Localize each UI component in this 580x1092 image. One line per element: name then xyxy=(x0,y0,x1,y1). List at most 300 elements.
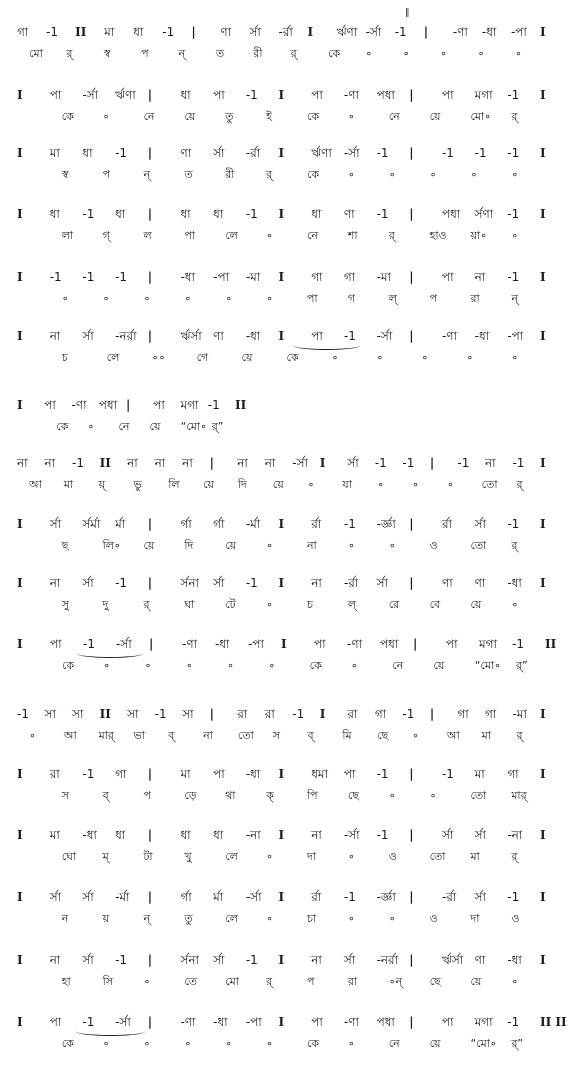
bar-line: I xyxy=(319,456,326,470)
swara-note: না xyxy=(311,953,322,967)
swara-note: -ধা xyxy=(82,828,97,842)
lyric-syllable: প xyxy=(143,789,151,802)
bar-line: | xyxy=(409,517,414,531)
lyric-syllable: ন্ xyxy=(178,47,186,60)
lyric-syllable: ∘ xyxy=(143,1037,151,1050)
lyric-syllable: ∘ xyxy=(266,912,273,925)
bar-line: I xyxy=(540,767,546,781)
swara-note: -1 xyxy=(512,637,524,651)
notation-system xyxy=(0,453,580,499)
swara-note: র্রা xyxy=(311,517,322,531)
swara-note: ধা xyxy=(49,207,60,221)
swara-note: র্সা xyxy=(343,953,356,967)
swara-note: -ধা xyxy=(507,953,522,967)
lyric-line xyxy=(0,1034,580,1056)
swara-note: -1 xyxy=(507,1015,520,1029)
lyric-syllable: ত xyxy=(184,168,193,181)
notation-system xyxy=(0,704,580,750)
lyric-syllable: চ xyxy=(306,598,313,611)
lyric-syllable: “মো∘ xyxy=(180,420,207,433)
lyric-syllable: ∘ xyxy=(477,47,485,60)
lyric-syllable: গ্ xyxy=(102,229,110,242)
lyric-syllable: ছে xyxy=(377,729,389,742)
lyric-syllable: ∘ xyxy=(347,168,355,181)
swara-note: ণা xyxy=(441,576,453,590)
swara-note: -ধা xyxy=(215,637,230,651)
lyric-syllable: হাও xyxy=(429,229,447,242)
swara-note: সা xyxy=(182,707,194,721)
swara-note: ধা xyxy=(180,828,191,842)
lyric-line xyxy=(0,165,580,187)
lyric-syllable: চ xyxy=(61,351,68,364)
bar-line: | xyxy=(147,207,153,221)
lyric-syllable: তু xyxy=(184,912,193,925)
bar-line: | xyxy=(409,1015,414,1029)
swara-note: -1 xyxy=(49,270,62,284)
lyric-syllable: ∘ xyxy=(266,539,273,552)
sargam-line xyxy=(0,704,580,726)
notation-system xyxy=(0,143,580,189)
lyric-syllable: কে xyxy=(286,351,299,364)
swara-note: র্গা xyxy=(213,517,225,531)
swara-note: -1 xyxy=(115,576,128,590)
notation-system xyxy=(0,950,580,996)
lyric-syllable: ঘা xyxy=(184,598,195,611)
swara-note: -র্মা xyxy=(115,890,130,904)
swara-note: পা xyxy=(441,1015,454,1029)
bar-line: | xyxy=(191,25,196,39)
lyric-syllable: ∘ xyxy=(466,351,474,364)
lyric-syllable: ন্ xyxy=(143,912,151,925)
lyric-line xyxy=(0,656,580,678)
lyric-syllable: ∘ xyxy=(184,292,192,305)
lyric-syllable: ∘ xyxy=(144,659,152,672)
lyric-syllable: লি∘ xyxy=(102,539,121,552)
bar-line: II xyxy=(99,707,111,721)
swara-note: মা xyxy=(474,767,485,781)
lyric-syllable: টে xyxy=(225,598,236,611)
swara-note: র্সা xyxy=(474,517,487,531)
lyric-syllable: প xyxy=(141,47,149,60)
swara-note: -1 xyxy=(207,398,220,412)
lyric-syllable: কে xyxy=(61,110,74,123)
lyric-syllable: ∘ xyxy=(227,659,234,672)
swara-note: -ধা xyxy=(481,25,497,39)
swara-note: মা xyxy=(104,25,115,39)
swara-note: না xyxy=(311,576,322,590)
swara-note: -ধা xyxy=(180,270,195,284)
lyric-syllable: তো xyxy=(237,729,254,742)
swara-note: পা xyxy=(446,637,458,651)
swara-note: -1 xyxy=(507,88,520,102)
sargam-line xyxy=(0,764,580,786)
lyric-syllable: ∘ xyxy=(266,850,273,863)
swara-note: পধা xyxy=(376,88,395,102)
bar-line: I xyxy=(540,25,546,39)
bar-line: I xyxy=(278,828,285,842)
lyric-syllable: ছ xyxy=(61,539,69,552)
bar-line: | xyxy=(409,576,414,590)
lyric-syllable: মা xyxy=(63,478,74,491)
swara-note: -1 xyxy=(245,88,258,102)
swara-note: -না xyxy=(245,828,261,842)
bar-line: | xyxy=(409,88,414,102)
lyric-syllable: মা xyxy=(470,850,480,863)
lyric-syllable: কে xyxy=(309,659,322,672)
swara-note: -1 xyxy=(402,707,415,721)
swara-note: র্সা xyxy=(474,828,487,842)
swara-note: ধা xyxy=(180,88,191,102)
sargam-line xyxy=(0,887,580,909)
lyric-syllable: “মো∘ xyxy=(470,1037,497,1050)
swara-note: -1 xyxy=(402,456,415,470)
notation-system xyxy=(0,1012,580,1058)
lyric-syllable: য়ে xyxy=(429,110,441,123)
bar-line: | xyxy=(409,953,414,967)
bar-line: | xyxy=(413,637,418,651)
lyric-syllable: ক্ xyxy=(266,789,274,802)
bar-line: | xyxy=(147,146,153,160)
lyric-syllable: ∘ xyxy=(143,975,151,988)
bar-line: I xyxy=(17,517,23,531)
swara-note: র্সা xyxy=(82,953,94,967)
bar-line: I xyxy=(17,890,23,904)
bar-line: | xyxy=(429,707,435,721)
swara-note: পা xyxy=(44,398,56,412)
lyric-syllable: কে xyxy=(328,47,341,60)
lyric-syllable: ∘ xyxy=(429,168,437,181)
swara-note: র্সা xyxy=(441,828,454,842)
swara-note: -ণা xyxy=(347,637,363,651)
lyric-syllable: র্ xyxy=(143,598,150,611)
swara-note: -1 xyxy=(343,890,356,904)
lyric-syllable: ∘ xyxy=(421,351,429,364)
bar-line: | xyxy=(409,270,414,284)
lyric-syllable: ন xyxy=(61,912,69,925)
swara-note: পধা xyxy=(376,1015,395,1029)
swara-note: ধা xyxy=(115,207,126,221)
slur-mark xyxy=(76,1027,145,1036)
swara-note: র্সা xyxy=(82,890,94,904)
swara-note: -1 xyxy=(82,1015,95,1029)
swara-note: -ধা xyxy=(213,1015,228,1029)
lyric-syllable: স্ব xyxy=(103,47,111,60)
notation-system xyxy=(0,573,580,619)
lyric-syllable: কে xyxy=(56,420,69,433)
swara-note: র্গা xyxy=(180,890,192,904)
tick-mark: ‖ xyxy=(405,8,410,18)
lyric-syllable: ∘ xyxy=(347,912,355,925)
lyric-syllable: ভা xyxy=(133,729,145,742)
swara-note: রা xyxy=(264,707,275,721)
lyric-syllable: লে xyxy=(225,850,238,863)
bar-line: I xyxy=(540,576,546,590)
lyric-syllable: স xyxy=(272,729,281,742)
swara-note: -র্সা xyxy=(245,890,262,904)
lyric-syllable: বে xyxy=(429,598,441,611)
swara-note: পা xyxy=(314,637,326,651)
swara-note: মা xyxy=(180,767,191,781)
swara-note: সা xyxy=(44,707,56,721)
swara-note: রা xyxy=(49,767,60,781)
lyric-syllable: নে xyxy=(306,229,318,242)
notation-system xyxy=(0,825,580,871)
lyric-syllable: ∘ xyxy=(103,659,111,672)
swara-note: পা xyxy=(213,88,225,102)
bar-line: | xyxy=(409,828,414,842)
lyric-line xyxy=(0,475,580,497)
lyric-syllable: মার্ xyxy=(98,729,114,742)
notation-system xyxy=(0,514,580,560)
lyric-syllable: তে xyxy=(184,975,198,988)
swara-note: -র্রা xyxy=(441,890,457,904)
lyric-syllable: মা xyxy=(481,729,491,742)
bar-line: I xyxy=(17,576,23,590)
bar-line: I xyxy=(307,25,314,39)
lyric-syllable: ন্ xyxy=(511,292,518,305)
sargam-line xyxy=(0,22,580,44)
swara-note: র্ঋর্সা xyxy=(441,953,464,967)
bar-line: I xyxy=(319,707,326,721)
bar-line: | xyxy=(149,637,154,651)
lyric-syllable: তো xyxy=(481,478,498,491)
lyric-syllable: স্ব xyxy=(61,168,69,181)
lyric-syllable: ও xyxy=(511,912,520,925)
lyric-syllable: লে xyxy=(225,912,238,925)
lyric-syllable: ∘ xyxy=(307,478,315,491)
swara-note: -1 xyxy=(72,456,85,470)
lyric-syllable: রা xyxy=(470,292,480,305)
sargam-line xyxy=(0,825,580,847)
lyric-syllable: ∘ xyxy=(347,1037,355,1050)
swara-note: -1 xyxy=(115,953,128,967)
notation-system xyxy=(0,887,580,933)
lyric-syllable: ∘ xyxy=(29,729,36,742)
swara-note: -র্সা xyxy=(82,88,99,102)
bar-line: I xyxy=(17,398,23,412)
lyric-syllable: ব্ xyxy=(102,789,109,802)
lyric-syllable: ∘ xyxy=(388,168,396,181)
swara-note: র্সর্মা xyxy=(82,517,101,531)
bar-line: II xyxy=(545,637,557,651)
notation-system xyxy=(0,395,580,441)
swara-note: -1 xyxy=(162,25,175,39)
swara-note: -মা xyxy=(245,270,261,284)
swara-note: -1 xyxy=(82,207,95,221)
bar-line: I xyxy=(540,207,546,221)
swara-note: র্সা xyxy=(82,576,94,590)
lyric-syllable: খু xyxy=(184,850,192,863)
swara-note: ণা xyxy=(474,576,486,590)
bar-line: I xyxy=(278,953,285,967)
bar-line: | xyxy=(147,1015,153,1029)
swara-note: পা xyxy=(311,329,323,343)
swara-note: মা xyxy=(49,146,60,160)
bar-line: I xyxy=(17,767,23,781)
swara-note: মগা xyxy=(180,398,199,412)
swara-note: -মা xyxy=(376,270,392,284)
lyric-syllable: ভু xyxy=(133,478,142,491)
swara-note: না xyxy=(49,576,61,590)
bar-line: I xyxy=(540,953,546,967)
notation-system xyxy=(0,204,580,250)
swara-note: ধা xyxy=(213,207,224,221)
swara-note: -1 xyxy=(376,146,389,160)
swara-note: র্সা xyxy=(249,25,261,39)
bar-line: I xyxy=(540,329,546,343)
swara-note: সা xyxy=(72,707,84,721)
lyric-syllable: মার্ xyxy=(511,789,527,802)
swara-note: ধা xyxy=(115,828,126,842)
lyric-syllable: ∘∘ xyxy=(151,351,166,364)
swara-note: -র্সা xyxy=(292,456,308,470)
swara-note: ধা xyxy=(311,207,322,221)
swara-note: গা xyxy=(457,707,469,721)
lyric-syllable: য়ে xyxy=(225,539,237,552)
lyric-syllable: শা xyxy=(347,229,358,242)
lyric-syllable: ∘ xyxy=(266,292,273,305)
bar-line: I xyxy=(278,1015,285,1029)
bar-line: I xyxy=(278,207,285,221)
swara-note: -র্সা xyxy=(376,329,393,343)
swara-note: গা xyxy=(484,707,497,721)
swara-note: -1 xyxy=(292,707,305,721)
bar-line: | xyxy=(147,576,153,590)
lyric-syllable: ∘ xyxy=(446,478,454,491)
swara-note: -র্সা xyxy=(343,146,360,160)
bar-line: I xyxy=(540,146,546,160)
swara-note: র্সা xyxy=(213,953,225,967)
lyric-syllable: ∘ xyxy=(266,1037,273,1050)
lyric-line xyxy=(0,595,580,617)
lyric-syllable: য়ে xyxy=(470,598,482,611)
lyric-syllable: ∘ xyxy=(412,729,419,742)
swara-note: না xyxy=(311,828,322,842)
lyric-syllable: ∘ন্ xyxy=(388,975,403,988)
swara-note: ণা xyxy=(474,953,486,967)
bar-line: | xyxy=(147,828,153,842)
sargam-line xyxy=(0,85,580,107)
swara-note: -1 xyxy=(115,270,128,284)
swara-note: -পা xyxy=(510,25,527,39)
lyric-syllable: ∘ xyxy=(225,292,233,305)
swara-note: -1 xyxy=(343,329,356,343)
swara-note: না xyxy=(237,456,248,470)
lyric-syllable: ল xyxy=(143,229,152,242)
lyric-syllable: না xyxy=(306,539,317,552)
lyric-syllable: র্ xyxy=(516,729,523,742)
swara-note: -পা xyxy=(507,329,524,343)
swara-note: না xyxy=(182,456,193,470)
bar-line: I xyxy=(540,517,546,531)
lyric-syllable: র্” xyxy=(211,420,224,433)
swara-note: -র্রা xyxy=(278,25,293,39)
lyric-syllable: না xyxy=(203,729,213,742)
lyric-syllable: কে xyxy=(62,659,75,672)
lyric-syllable: র্ xyxy=(266,975,273,988)
lyric-syllable: ∘ xyxy=(225,1037,233,1050)
bar-line: I xyxy=(17,146,23,160)
swara-note: র্সনা xyxy=(180,576,200,590)
lyric-syllable: ∘ xyxy=(376,351,384,364)
lyric-line xyxy=(0,786,580,808)
lyric-syllable: রা xyxy=(347,975,358,988)
lyric-syllable: য় xyxy=(102,912,110,925)
lyric-syllable: ঘো xyxy=(61,850,77,863)
lyric-syllable: কে xyxy=(306,110,320,123)
swara-note: না xyxy=(49,329,61,343)
swara-note: গা xyxy=(115,767,127,781)
swara-note: -1 xyxy=(83,637,95,651)
lyric-syllable: টা xyxy=(143,850,153,863)
bar-line: I xyxy=(17,828,23,842)
swara-note: সা xyxy=(127,707,139,721)
lyric-syllable: ∘ xyxy=(429,789,437,802)
lyric-syllable: ∘ xyxy=(61,292,69,305)
sargam-line xyxy=(0,453,580,475)
swara-note: -1 xyxy=(507,146,520,160)
lyric-line xyxy=(0,536,580,558)
swara-note: র্সা xyxy=(376,576,388,590)
lyric-syllable: ∘ xyxy=(514,47,522,60)
lyric-syllable: ∘ xyxy=(266,229,273,242)
swara-note: -1 xyxy=(154,707,167,721)
swara-note: -ণা xyxy=(441,329,458,343)
bar-line: II II xyxy=(540,1015,567,1029)
lyric-syllable: ∘ xyxy=(388,789,396,802)
swara-note: র্রা xyxy=(311,890,322,904)
lyric-line xyxy=(0,107,580,129)
bar-line: I xyxy=(281,637,287,651)
swara-note: -1 xyxy=(343,517,356,531)
lyric-syllable: ∘ xyxy=(388,912,396,925)
lyric-syllable: য়ে xyxy=(433,659,445,672)
lyric-syllable: ∘ xyxy=(511,351,519,364)
lyric-syllable: ∘ xyxy=(365,47,373,60)
lyric-syllable: নে xyxy=(118,420,130,433)
swara-note: না xyxy=(264,456,276,470)
lyric-line xyxy=(0,726,580,748)
swara-note: -ণা xyxy=(343,1015,359,1029)
swara-note: মা xyxy=(49,828,60,842)
lyric-syllable: তো xyxy=(429,850,446,863)
swara-note: -র্মা xyxy=(245,517,261,531)
bar-line: | xyxy=(147,517,153,531)
lyric-syllable: লে xyxy=(106,351,120,364)
swara-note: -ণা xyxy=(343,88,359,102)
swara-note: -1 xyxy=(376,828,389,842)
swara-note: র্সা xyxy=(82,329,94,343)
swara-note: না xyxy=(17,456,28,470)
bar-line: I xyxy=(540,828,546,842)
lyric-syllable: ল্ xyxy=(347,598,357,611)
lyric-syllable: র্ xyxy=(388,229,395,242)
lyric-syllable: নে xyxy=(143,110,155,123)
swara-note: -র্সা xyxy=(115,1015,131,1029)
lyric-syllable: য়া∘ xyxy=(470,229,487,242)
lyric-line xyxy=(0,44,580,66)
lyric-syllable: পি xyxy=(306,789,318,802)
bar-line: | xyxy=(423,25,429,39)
swara-note: র্সা xyxy=(49,517,62,531)
lyric-syllable: ও xyxy=(388,850,397,863)
swara-note: -না xyxy=(507,828,523,842)
lyric-syllable: গ xyxy=(347,292,356,305)
swara-note: র্সা xyxy=(49,890,62,904)
lyric-syllable: প xyxy=(306,975,315,988)
swara-note: না xyxy=(127,456,138,470)
lyric-syllable: আ xyxy=(63,729,77,742)
